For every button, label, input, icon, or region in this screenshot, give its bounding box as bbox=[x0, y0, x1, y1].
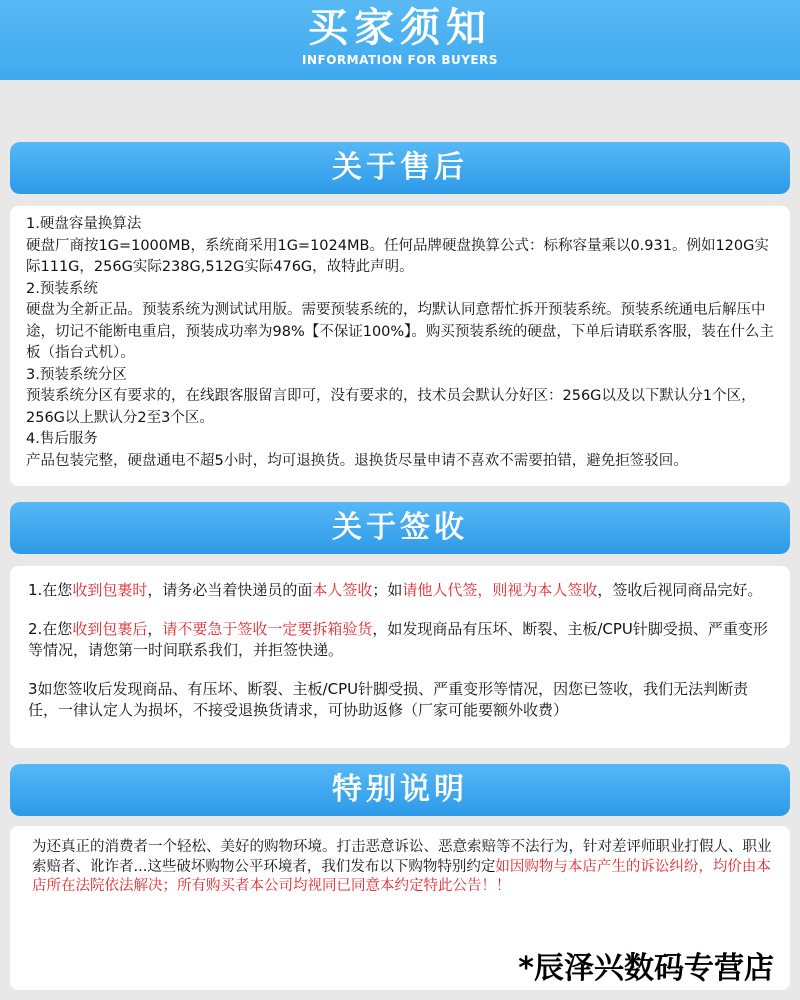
item-body: 预装系统分区有要求的，在线跟客服留言即可，没有要求的，技术员会默认分好区：256G以及以下默认分1个区，256G以上默认分2至3个区。 bbox=[26, 388, 756, 426]
text: 1.在您 bbox=[28, 581, 73, 599]
text: ，如发现商品有压坏、断裂、主板/CPU针脚受损、严重变形等情况，请您第一时间联系我们，并拒签快递。 bbox=[28, 620, 768, 659]
section-header-sign: 关于签收 bbox=[10, 502, 790, 554]
banner-title: 买家须知 bbox=[308, 5, 492, 51]
item-title: 4.售后服务 bbox=[26, 431, 98, 447]
item-body: 硬盘为全新正品。预装系统为测试试用版。需要预装系统的，均默认同意帮忙拆开预装系统。预装系统通电后解压中途，切记不能断电重启，预装成功率为98%【不保证100%】。购买预装系统的硬盘，下单后请联系客服，装在什么主板（指台式机）。 bbox=[26, 302, 774, 361]
highlight-text: 请不要急于签收一定要拆箱验货 bbox=[162, 620, 373, 638]
text: ，请务必当着快递员的面 bbox=[147, 581, 313, 599]
top-banner bbox=[0, 0, 800, 80]
store-name: *辰泽兴数码专营店 bbox=[518, 950, 774, 986]
item-title: 2.预装系统 bbox=[26, 280, 98, 297]
item-body: 产品包装完整，硬盘通电不超5小时，均可退换货。退换货尽量申请不喜欢不需要拍错，避免拒签驳回。 bbox=[26, 452, 688, 469]
text: ， bbox=[147, 620, 163, 638]
text: 为还真正的消费者一个轻松、美好的购物环境。打击恶意诉讼、恶意索赔等不法行为，针对差评师职业打假人、职业索赔者、讹诈者...这些破坏购物公平环境者，我们发布以下购物特别约定 bbox=[32, 839, 772, 875]
highlight-text: 收到包裹后 bbox=[72, 620, 148, 638]
sign-panel bbox=[10, 566, 790, 748]
banner-subtitle: INFORMATION FOR BUYERS bbox=[302, 53, 498, 67]
sign-paragraph-1 bbox=[28, 580, 772, 601]
item-body: 硬盘厂商按1G=1000MB，系统商采用1G=1024MB。任何品牌硬盘换算公式：标称容量乘以0.931。例如120G实际111G，256G实际238G,512G实际476G，故特此声明。 bbox=[26, 237, 769, 275]
after-sales-panel bbox=[10, 206, 790, 486]
section-header-special: 特别说明 bbox=[10, 764, 790, 816]
text: 2.在您 bbox=[28, 620, 73, 638]
section-header-after-sales: 关于售后 bbox=[10, 142, 790, 194]
highlight-text: 如因购物与本店产生的诉讼纠纷，均价由本店所在法院依法解决；所有购买者本公司均视同已同意本约定特此公告！！ bbox=[32, 858, 771, 894]
special-panel bbox=[10, 826, 790, 990]
highlight-text: 请他人代签，则视为本人签收 bbox=[402, 581, 598, 599]
special-text bbox=[32, 838, 774, 897]
item-title: 1.硬盘容量换算法 bbox=[26, 216, 142, 232]
highlight-text: 本人签收 bbox=[312, 581, 373, 599]
sign-paragraph-3: 3如您签收后发现商品、有压坏、断裂、主板/CPU针脚受损、严重变形等情况，因您已签收，我们无法判断责任，一律认定人为损坏，不接受退换货请求，可协助返修（厂家可能要额外收费） bbox=[28, 680, 749, 719]
sign-paragraph-2 bbox=[28, 619, 772, 661]
text: ，签收后视同商品完好。 bbox=[597, 581, 763, 599]
highlight-text: 收到包裹时 bbox=[72, 581, 148, 599]
item-title: 3.预装系统分区 bbox=[26, 366, 127, 383]
text: ；如 bbox=[372, 581, 403, 599]
